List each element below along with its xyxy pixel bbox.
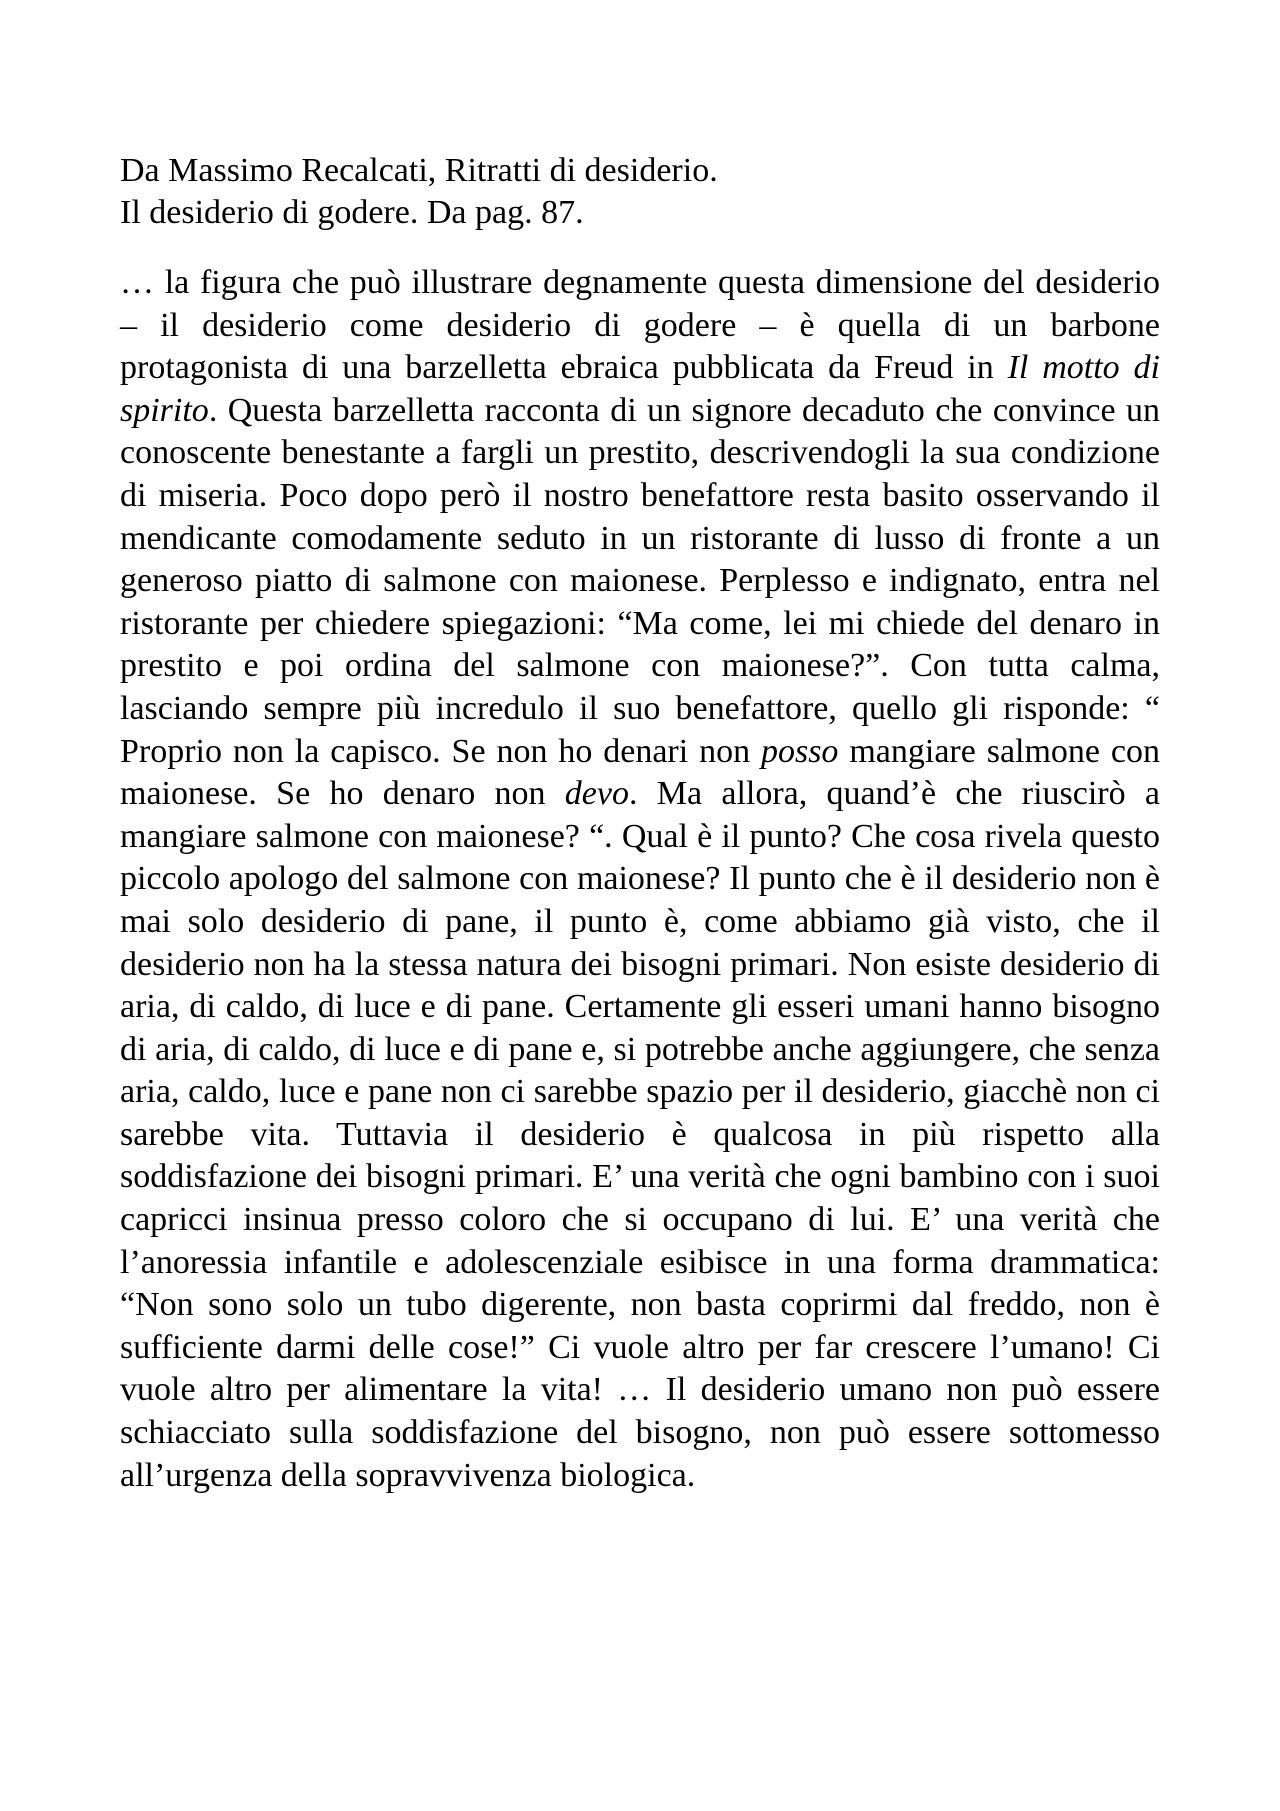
source-citation <box>120 150 1160 234</box>
excerpt-text-4: . Ma allora, quand’è che riuscirò a mangiare salmone con maionese? “. Qual è il punto? Che cosa rivela questo piccolo apologo del salmone con maionese? Il punto che è il desiderio non è mai solo desiderio di pane, il punto è, come abbiamo già visto, che il desiderio non ha la stessa natura dei bisogni primari. Non esiste desiderio di aria, di caldo, di luce e di pane. Certamente gli esseri umani hanno bisogno di aria, di caldo, di luce e di pane e, si potrebbe anche aggiungere, che senza aria, caldo, luce e pane non ci sarebbe spazio per il desiderio, giacchè non ci sarebbe vita. Tuttavia il desiderio è qualcosa in più rispetto alla soddisfazione dei bisogni primari. E’ una verità che ogni bambino con i suoi capricci insinua presso coloro che si occupano di lui. E’ una verità che l’anoressia infantile e adolescenziale esibisce in una forma drammatica: “Non sono solo un tubo digerente, non basta coprirmi dal freddo, non è sufficiente darmi delle cose!” Ci vuole altro per far crescere l’umano! Ci vuole altro per alimentare la vita! … Il desiderio umano non può essere schiacciato sulla soddisfazione del bisogno, non può essere sottomesso all’urgenza della sopravvivenza biologica. <box>120 775 1161 1494</box>
excerpt-text-3: mangiare salmone con maionese. Se ho denaro non <box>120 732 1160 813</box>
citation-author-title: Da Massimo Recalcati, Ritratti di desiderio. <box>120 152 718 189</box>
document-page <box>120 150 1160 1531</box>
excerpt-text-1: … la figura che può illustrare degnamente questa dimensione del desiderio – il desiderio come desiderio di godere – è quella di un barbone protagonista di una barzelletta ebraica pubblicata da Freud in <box>120 264 1160 387</box>
excerpt-paragraph <box>120 262 1160 1497</box>
excerpt-text-2: . Questa barzelletta racconta di un signore decaduto che convince un conoscente benestante a fargli un prestito, descrivendogli la sua condizione di miseria. Poco dopo però il nostro benefattore resta basito osservando il mendicante comodamente seduto in un ristorante di lusso di fronte a un generoso piatto di salmone con maionese. Perplesso e indignato, entra nel ristorante per chiedere spiegazioni: “Ma come, lei mi chiede del denaro in prestito e poi ordina del salmone con maionese?”. Con tutta calma, lasciando sempre più incredulo il suo benefattore, quello gli risponde: “ Proprio non la capisco. Se non ho denari non <box>120 391 1160 770</box>
emphasis-posso: posso <box>760 732 839 770</box>
emphasis-devo: devo <box>564 775 629 813</box>
citation-chapter-page: Il desiderio di godere. Da pag. 87. <box>120 194 584 231</box>
book-title-italic: Il motto di spirito <box>120 349 1160 429</box>
